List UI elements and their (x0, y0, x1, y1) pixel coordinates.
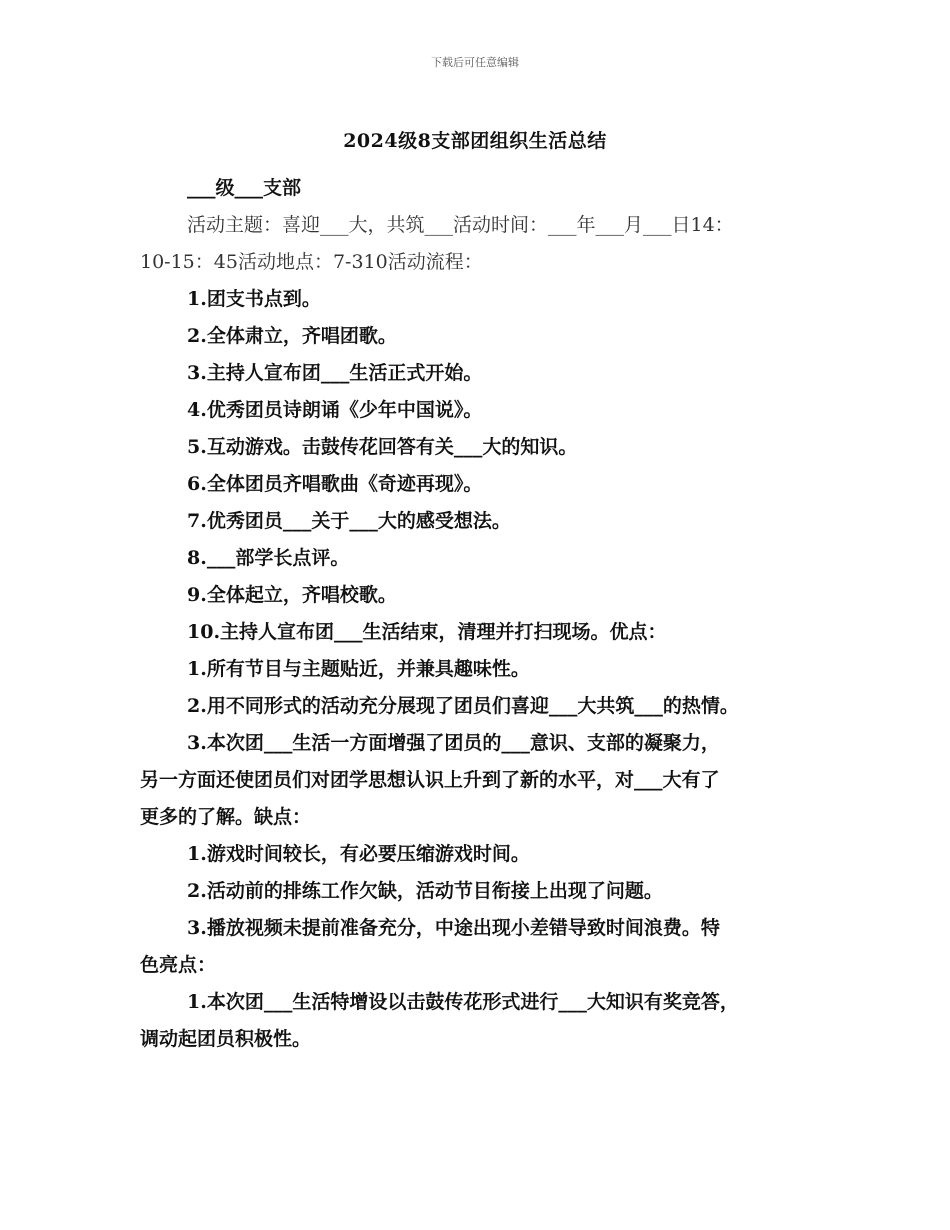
flow-step: 9.全体起立，齐唱校歌。 (187, 584, 397, 606)
page-header-note: 下载后可任意编辑 (431, 56, 519, 69)
flow-step: 8.___部学长点评。 (187, 547, 350, 569)
document-title: 2024级8支部团组织生活总结 (343, 130, 607, 152)
merit-item: 1.所有节目与主题贴近，并兼具趣味性。 (187, 658, 530, 680)
merit-item: 3.本次团___生活一方面增强了团员的___意识、支部的凝聚力， (187, 732, 720, 754)
flow-step: 7.优秀团员___关于___大的感受想法。 (187, 510, 511, 532)
highlight-item: 1.本次团___生活特增设以击鼓传花形式进行___大知识有奖竞答， (187, 991, 739, 1013)
highlight-item-continued: 调动起团员积极性。 (140, 1028, 312, 1050)
info-line: 10-15：45活动地点：7-310活动流程： (140, 251, 483, 273)
drawback-item: 1.游戏时间较长，有必要压缩游戏时间。 (187, 843, 530, 865)
merit-item-continued: 更多的了解。缺点： (140, 806, 312, 828)
merit-item-continued: 另一方面还使团员们对团学思想认识上升到了新的水平，对___大有了 (140, 769, 720, 791)
flow-step: 4.优秀团员诗朗诵《少年中国说》。 (187, 399, 483, 421)
flow-step: 10.主持人宣布团___生活结束，清理并打扫现场。优点： (187, 621, 667, 643)
drawback-item: 2.活动前的排练工作欠缺，活动节目衔接上出现了问题。 (187, 880, 663, 902)
branch-line: ___级___支部 (187, 177, 302, 199)
drawback-item-continued: 色亮点： (140, 954, 217, 976)
drawback-item: 3.播放视频未提前准备充分，中途出现小差错导致时间浪费。特 (187, 917, 720, 939)
flow-step: 5.互动游戏。击鼓传花回答有关___大的知识。 (187, 436, 578, 458)
flow-step: 3.主持人宣布团___生活正式开始。 (187, 362, 483, 384)
document-body (140, 170, 820, 1058)
flow-step: 6.全体团员齐唱歌曲《奇迹再现》。 (187, 473, 483, 495)
info-line: 活动主题：喜迎___大，共筑___活动时间：___年___月___日14： (187, 214, 734, 236)
flow-step: 1.团支书点到。 (187, 288, 321, 310)
flow-step: 2.全体肃立，齐唱团歌。 (187, 325, 397, 347)
merit-item: 2.用不同形式的活动充分展现了团员们喜迎___大共筑___的热情。 (187, 695, 739, 717)
